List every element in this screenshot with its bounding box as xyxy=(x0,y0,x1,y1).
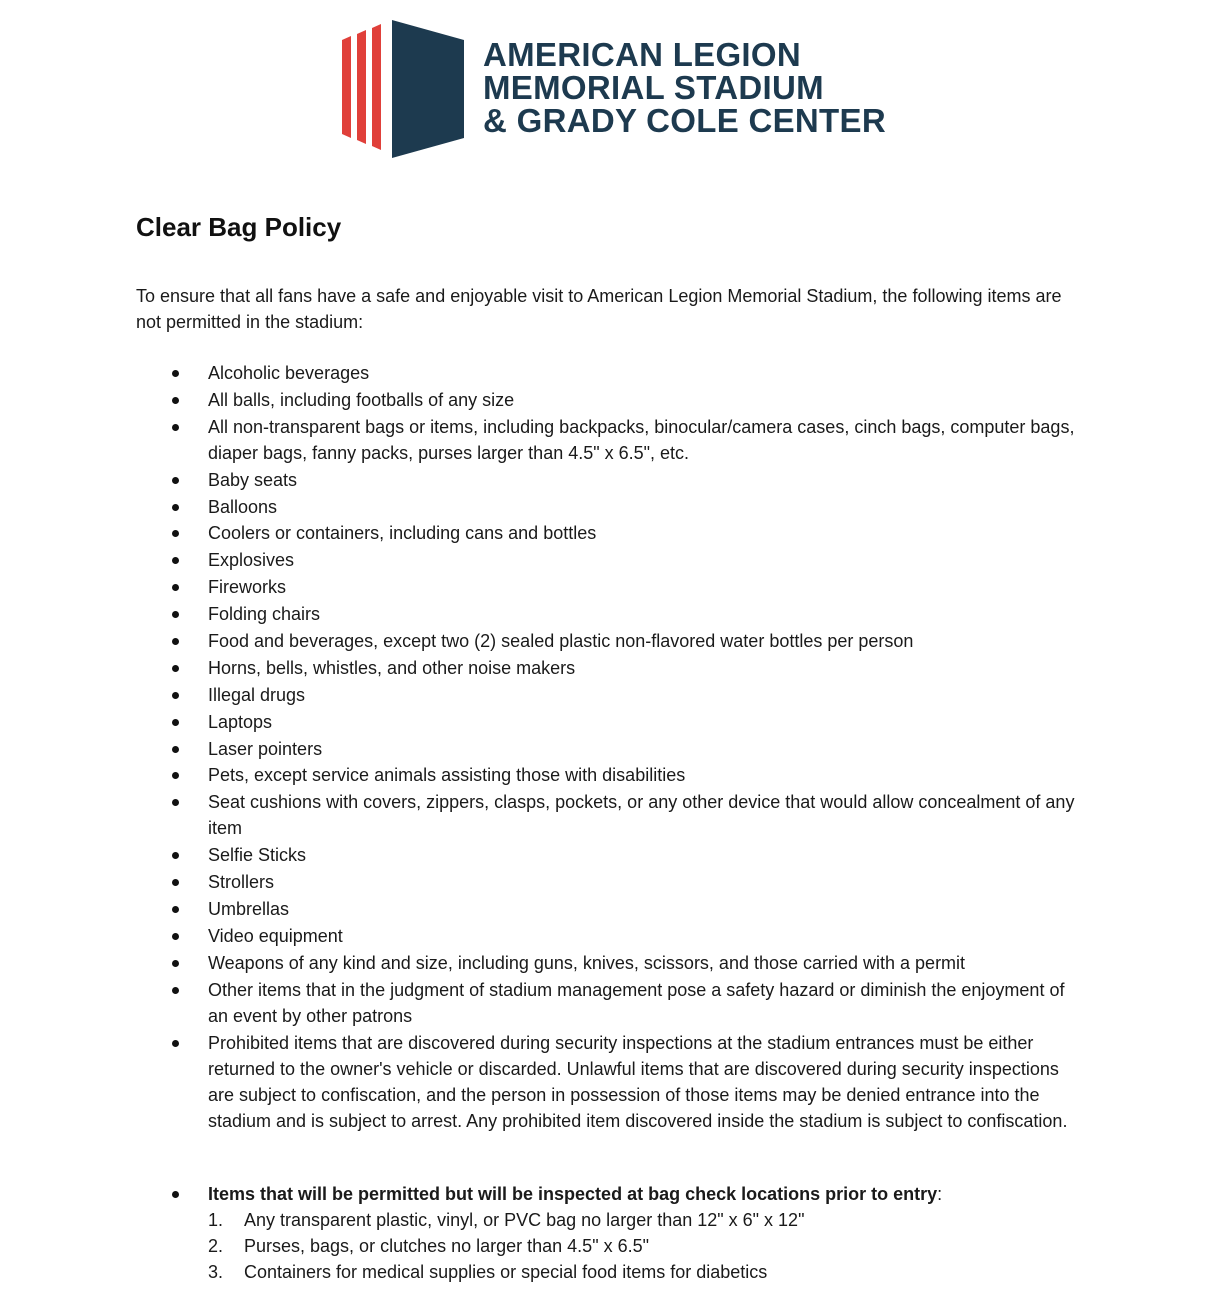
numbered-item xyxy=(136,1233,1076,1259)
list-item-text: Selfie Sticks xyxy=(208,845,307,866)
list-item-text: Balloons xyxy=(208,496,278,517)
numbered-item-text: Any transparent plastic, vinyl, or PVC bag no larger than 12" x 6" x 12" xyxy=(244,1210,805,1230)
list-item xyxy=(136,709,1076,735)
permitted-items-list xyxy=(136,1207,1076,1285)
list-item-text: Umbrellas xyxy=(208,899,290,920)
bullet-icon xyxy=(172,1040,179,1047)
permitted-heading-suffix: : xyxy=(937,1184,943,1204)
list-item xyxy=(136,655,1076,681)
list-item-text: Other items that in the judgment of stadium management pose a safety hazard or diminish the enjoyment of an event by other patrons xyxy=(208,979,1065,1026)
list-item-text: Weapons of any kind and size, including guns, knives, scissors, and those carried with a permit xyxy=(208,952,966,973)
list-item xyxy=(136,387,1076,413)
list-item xyxy=(136,923,1076,949)
logo-line: MEMORIAL STADIUM xyxy=(483,69,824,106)
list-item xyxy=(136,762,1076,788)
numbered-item-text: Containers for medical supplies or special food items for diabetics xyxy=(244,1262,768,1282)
list-item xyxy=(136,360,1076,386)
list-item-text: Laptops xyxy=(208,711,273,732)
bullet-icon xyxy=(172,557,179,564)
bullet-icon xyxy=(172,584,179,591)
logo-line: & GRADY COLE CENTER xyxy=(483,102,886,139)
list-item-text: Pets, except service animals assisting those with disabilities xyxy=(208,765,686,786)
list-item xyxy=(136,682,1076,708)
list-item xyxy=(136,869,1076,895)
list-item-text: Alcoholic beverages xyxy=(208,363,370,383)
list-item-text: Laser pointers xyxy=(208,738,323,759)
logo-line: AMERICAN LEGION xyxy=(483,36,801,73)
bullet-icon xyxy=(172,719,179,726)
bullet-icon xyxy=(172,504,179,511)
bullet-icon xyxy=(172,370,179,377)
bullet-icon xyxy=(172,879,179,886)
permitted-heading xyxy=(136,1181,1076,1207)
bullet-icon xyxy=(172,852,179,859)
bullet-icon xyxy=(172,799,179,806)
list-item xyxy=(136,494,1076,520)
bullet-icon xyxy=(172,960,179,967)
stadium-logo-icon xyxy=(340,20,480,160)
item-number: 3. xyxy=(208,1262,224,1282)
bullet-icon xyxy=(172,424,179,431)
list-item-text: Food and beverages, except two (2) sealed plastic non-flavored water bottles per person xyxy=(208,631,914,652)
intro-paragraph: To ensure that all fans have a safe and enjoyable visit to American Legion Memorial Stadium, the following items are not permitted in the stadium: xyxy=(136,286,1062,332)
page-title: Clear Bag Policy xyxy=(136,212,342,242)
list-item xyxy=(136,547,1076,573)
bullet-icon xyxy=(172,692,179,699)
list-item xyxy=(136,414,1076,466)
bullet-icon xyxy=(172,397,179,404)
list-item-text: Coolers or containers, including cans and bottles xyxy=(208,523,597,544)
list-item xyxy=(136,950,1076,976)
list-item xyxy=(136,789,1076,841)
bullet-icon xyxy=(172,933,179,940)
bullet-icon xyxy=(172,987,179,994)
list-item-text: Baby seats xyxy=(208,469,298,490)
bullet-icon xyxy=(172,611,179,618)
list-item xyxy=(136,601,1076,627)
bullet-icon xyxy=(172,772,179,779)
numbered-item xyxy=(136,1207,1076,1233)
list-item-text: Explosives xyxy=(208,550,295,571)
numbered-item xyxy=(136,1259,1076,1285)
bullet-icon xyxy=(172,746,179,753)
list-item-text: Seat cushions with covers, zippers, clasps, pockets, or any other device that would allow concealment of any item xyxy=(208,792,1075,839)
bullet-icon xyxy=(172,1191,179,1198)
bullet-icon xyxy=(172,530,179,537)
bullet-icon xyxy=(172,665,179,672)
list-item xyxy=(136,520,1076,546)
list-item xyxy=(136,628,1076,654)
list-item xyxy=(136,842,1076,868)
list-item-text: Horns, bells, whistles, and other noise makers xyxy=(208,657,576,678)
bullet-icon xyxy=(172,906,179,913)
prohibited-items-list xyxy=(136,360,1076,1134)
list-item xyxy=(136,1030,1076,1134)
bullet-icon xyxy=(172,638,179,645)
list-item-text: All balls, including footballs of any size xyxy=(208,389,515,410)
list-item xyxy=(136,736,1076,762)
list-item xyxy=(136,574,1076,600)
list-item-text: All non-transparent bags or items, including backpacks, binocular/camera cases, cinch bags, computer bags, diaper bags, fanny packs, purses larger than 4.5" x 6.5", etc. xyxy=(208,416,1075,463)
logo xyxy=(340,20,886,160)
list-item-text: Illegal drugs xyxy=(208,684,306,705)
bullet-icon xyxy=(172,477,179,484)
list-item-text: Fireworks xyxy=(208,577,287,598)
permitted-items-section xyxy=(136,1181,1076,1285)
list-item-text: Strollers xyxy=(208,872,275,893)
list-item xyxy=(136,977,1076,1029)
list-item-text: Video equipment xyxy=(208,925,343,946)
list-item-text: Folding chairs xyxy=(208,604,321,625)
list-item-text: Prohibited items that are discovered during security inspections at the stadium entrances must be either returned to the owner's vehicle or discarded. Unlawful items that are discovered during security inspections are subject to confiscation, and the person in possession of those items may be denied entrance into the stadium and is subject to arrest. Any prohibited item discovered inside the stadium is subject to confiscation. xyxy=(208,1032,1068,1131)
logo-wordmark xyxy=(483,38,886,137)
item-number: 2. xyxy=(208,1236,224,1256)
list-item xyxy=(136,467,1076,493)
permitted-heading-text: Items that will be permitted but will be inspected at bag check locations prior to entry xyxy=(208,1184,938,1204)
list-item xyxy=(136,896,1076,922)
item-number: 1. xyxy=(208,1210,224,1230)
numbered-item-text: Purses, bags, or clutches no larger than 4.5" x 6.5" xyxy=(244,1236,649,1256)
